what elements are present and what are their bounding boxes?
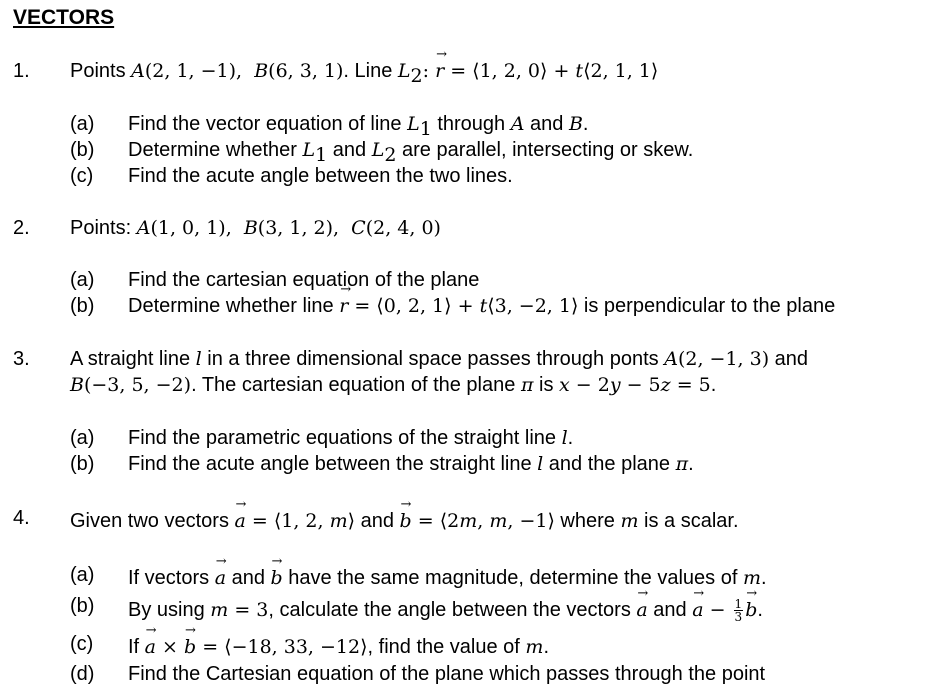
q1b-text: Determine whether $L_1$ and $L_2$ are parallel, intersecting or skew. — [128, 139, 694, 166]
q1a-text: Find the vector equation of line $L_1$ through A and B. — [128, 113, 589, 140]
q4a-label: (a) — [70, 564, 95, 586]
q4b-text: By using m = 3, calculate the angle between the vectors → a and → a − $\frac{1}{3}$ → b. — [128, 598, 763, 623]
q3-line1: A straight line l in a three dimensional space passes through ponts A(2, −1, 3) and — [70, 348, 809, 370]
q2a-text: Find the cartesian equation of the plane — [128, 269, 480, 291]
q4-text: Given two vectors → a = ⟨1, 2, m⟩ and → b = ⟨2m, m, −1⟩ where m is a scalar. — [70, 510, 739, 533]
q4c-text: If → a × → b = ⟨−18, 33, −12⟩, find the value of m. — [128, 636, 549, 659]
q4b-label: (b) — [70, 595, 95, 617]
q1-points: A(2, 1, −1), B(6, 3, 1) — [131, 60, 344, 82]
q4-number: 4. — [13, 507, 30, 529]
q3a-text: Find the parametric equations of the straight line l. — [128, 427, 574, 449]
q4c-label: (c) — [70, 633, 94, 655]
q3-number: 3. — [13, 348, 30, 370]
q4d-label: (d) — [70, 663, 95, 685]
q2-points: A(1, 0, 1), B(3, 1, 2), C(2, 4, 0) — [136, 217, 441, 239]
q1a-label: (a) — [70, 113, 95, 135]
page-title: VECTORS — [13, 6, 115, 29]
q1-text — [70, 60, 658, 87]
q3b-label: (b) — [70, 453, 95, 475]
q4a-text: If vectors → a and → b have the same magnitude, determine the values of m. — [128, 567, 767, 590]
q3b-text: Find the acute angle between the straight line l and the plane π. — [128, 453, 694, 475]
q1c-label: (c) — [70, 165, 94, 187]
q3a-label: (a) — [70, 427, 95, 449]
q2b-label: (b) — [70, 295, 95, 317]
q2a-label: (a) — [70, 269, 95, 291]
q1-number: 1. — [13, 60, 30, 82]
q1c-text: Find the acute angle between the two lines. — [128, 165, 513, 187]
q1-line-eq: $L_2$: → r = ⟨1, 2, 0⟩ + t⟨2, 1, 1⟩ — [398, 60, 658, 82]
q2-text — [70, 217, 441, 240]
q1b-label: (b) — [70, 139, 95, 161]
q1-lead: Points — [70, 60, 126, 82]
q4d-text: Find the Cartesian equation of the plane which passes through the point — [128, 663, 766, 685]
q2-number: 2. — [13, 217, 30, 239]
q3-line2: B(−3, 5, −2). The cartesian equation of the plane π is x − 2y − 5z = 5. — [70, 374, 717, 396]
q2b-text: Determine whether line → r = ⟨0, 2, 1⟩ + t⟨3, −2, 1⟩ is perpendicular to the plane — [128, 295, 835, 318]
q2-lead: Points: — [70, 217, 132, 239]
q1-line-label: . Line — [343, 60, 393, 82]
